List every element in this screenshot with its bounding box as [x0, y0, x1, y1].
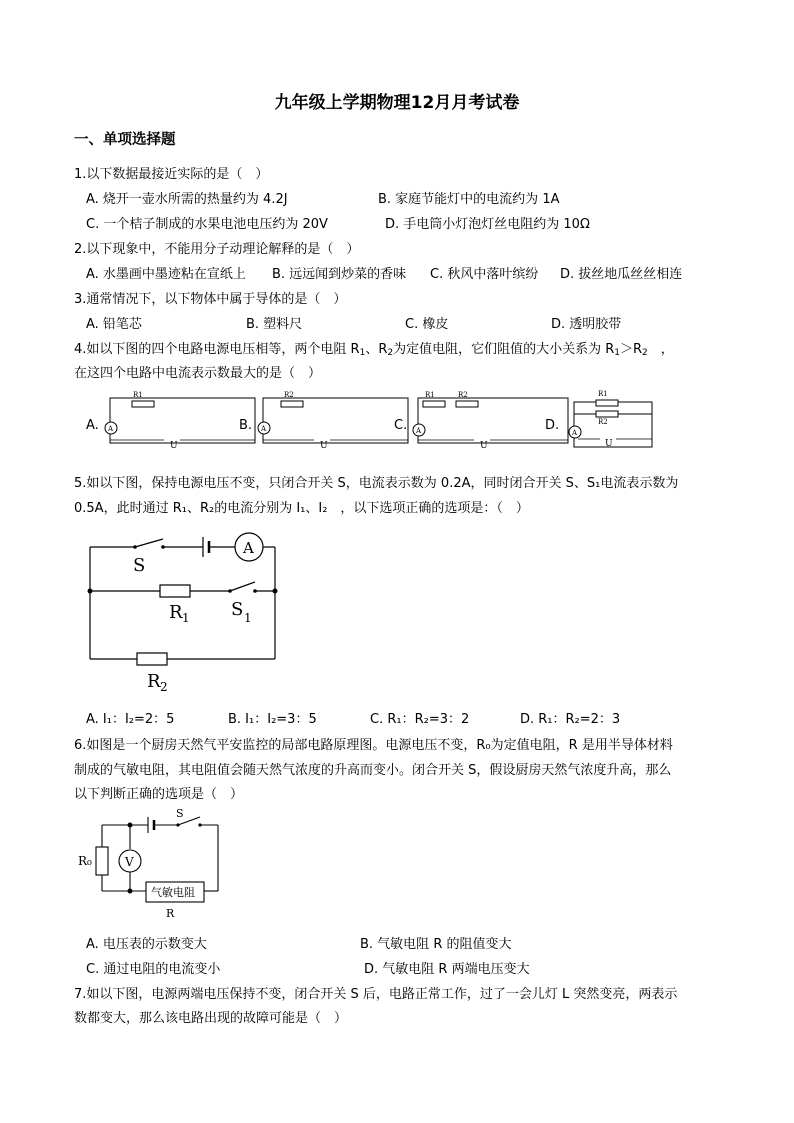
- q3-option-d: D. 透明胶带: [551, 317, 622, 332]
- q6-option-c: C. 通过电阻的电流变小: [86, 962, 221, 977]
- q5-option-b: B. I₁：I₂=3：5: [228, 712, 317, 727]
- q4c-resistor-r2: [456, 401, 478, 407]
- q5-r2-label: R: [147, 671, 161, 692]
- q6-switch-s-label: S: [176, 807, 184, 820]
- q4a-r1-label: R1: [133, 391, 143, 399]
- q4a-ammeter-label: A: [108, 425, 114, 433]
- question-7-stem-line2: 数都变大，那么该电路出现的故障可能是（ ）: [74, 1011, 348, 1026]
- q5-switch-s1-subscript: 1: [244, 611, 252, 625]
- q6-resistor-r0: [96, 847, 108, 875]
- q3-option-a: A. 铅笔芯: [86, 317, 142, 332]
- q4d-r1-label: R1: [598, 390, 608, 398]
- question-5-stem-line1: 5.如以下图，保持电源电压不变，只闭合开关 S，电流表示数为 0.2A，同时闭合开关 S、S₁电流表示数为: [74, 476, 679, 491]
- q5-resistor-r1: [160, 585, 190, 597]
- q4-option-d-label: D.: [545, 418, 560, 433]
- q5-option-a: A. I₁：I₂=2：5: [86, 712, 175, 727]
- q4a-resistor-r1: [132, 401, 154, 407]
- q4-option-c-label: C.: [394, 418, 408, 433]
- q1-option-d: D. 手电筒小灯泡灯丝电阻约为 10Ω: [385, 217, 590, 232]
- question-6-stem-line3: 以下判断正确的选项是（ ）: [74, 787, 244, 802]
- q1-option-a: A. 烧开一壶水所需的热量约为 4.2J: [86, 192, 288, 207]
- q4c-u-label: U: [480, 441, 488, 451]
- q5-ammeter-label: A: [243, 539, 254, 557]
- q4d-resistor-r1: [596, 400, 618, 406]
- q4c-ammeter-label: A: [416, 427, 422, 435]
- q5-r1-subscript: 1: [182, 611, 190, 625]
- question-3-stem: 3.通常情况下，以下物体中属于导体的是（ ）: [74, 292, 347, 307]
- question-4-stem-line2: 在这四个电路中电流表示数最大的是（ ）: [74, 366, 322, 381]
- q4d-u-label: U: [605, 439, 613, 449]
- q4-circuit-diagrams: [80, 388, 680, 458]
- q6-circuit-diagram: [78, 805, 238, 925]
- q4d-ammeter-label: A: [572, 429, 578, 437]
- question-2-stem: 2.以下现象中，不能用分子动理论解释的是（ ）: [74, 242, 360, 257]
- q3-option-c: C. 橡皮: [405, 317, 449, 332]
- question-4-stem-line1: 4.如以下图的四个电路电源电压相等，两个电阻 $R_1$、$R_2$为定值电阻，它们阻值的大小关系为 $R_1>R_2$ ，: [74, 342, 674, 358]
- q1-option-c: C. 一个桔子制成的水果电池电压约为 20V: [86, 217, 328, 232]
- q6-option-a: A. 电压表的示数变大: [86, 937, 207, 952]
- q4b-resistor-r2: [281, 401, 303, 407]
- q5-switch-s-label: S: [133, 555, 146, 576]
- question-5-stem-line2: 0.5A，此时通过 R₁、R₂的电流分别为 I₁、I₂ ，以下选项正确的选项是：（ ）: [74, 501, 529, 516]
- q2-option-a: A. 水墨画中墨迹粘在宣纸上: [86, 267, 246, 282]
- question-1-stem: 1.以下数据最接近实际的是（ ）: [74, 167, 269, 182]
- q4b-r2-label: R2: [284, 391, 294, 399]
- q6-r0-label: R₀: [78, 854, 92, 868]
- q2-option-c: C. 秋风中落叶缤纷: [430, 267, 539, 282]
- q5-resistor-r2: [137, 653, 167, 665]
- q6-r-label: R: [166, 907, 175, 920]
- q4a-u-label: U: [170, 441, 178, 451]
- q4b-ammeter-label: A: [261, 425, 267, 433]
- q5-r2-subscript: 2: [160, 680, 168, 694]
- q4d-resistor-r2: [596, 411, 618, 417]
- q4-option-b-label: B.: [239, 418, 253, 433]
- q5-switch-s: [135, 539, 163, 547]
- q5-switch-s1: [230, 582, 255, 591]
- q2-option-d: D. 拔丝地瓜丝丝相连: [560, 267, 683, 282]
- q5-option-d: D. R₁：R₂=2：3: [520, 712, 621, 727]
- q3-option-b: B. 塑料尺: [246, 317, 303, 332]
- q5-switch-s1-label: S: [231, 599, 244, 620]
- q1-option-b: B. 家庭节能灯中的电流约为 1A: [378, 192, 560, 207]
- q4-option-a-label: A.: [86, 418, 99, 433]
- q4c-resistor-r1: [423, 401, 445, 407]
- question-6-stem-line1: 6.如图是一个厨房天然气平安监控的局部电路原理图。电源电压不变，R₀为定值电阻，R 是用半导体材料: [74, 738, 673, 753]
- page-title: 九年级上学期物理12月月考试卷: [274, 93, 520, 113]
- q6-option-b: B. 气敏电阻 R 的阻值变大: [360, 937, 512, 952]
- q4c-r2-label: R2: [458, 391, 468, 399]
- q4c-r1-label: R1: [425, 391, 435, 399]
- q5-circuit-diagram: [85, 525, 285, 700]
- q4d-r2-label: R2: [598, 418, 608, 426]
- q4b-u-label: U: [320, 441, 328, 451]
- q2-option-b: B. 远远闻到炒菜的香味: [272, 267, 407, 282]
- question-6-stem-line2: 制成的气敏电阻，其电阻值会随天然气浓度的升高而变小。闭合开关 S，假设厨房天然气浓度升高，那么: [74, 763, 672, 778]
- section-heading: 一、单项选择题: [74, 132, 176, 148]
- q6-voltmeter-label: V: [125, 855, 134, 869]
- q6-option-d: D. 气敏电阻 R 两端电压变大: [364, 962, 530, 977]
- question-7-stem-line1: 7.如以下图，电源两端电压保持不变，闭合开关 S 后，电路正常工作，过了一会儿灯 L 突然变亮，两表示: [74, 987, 678, 1002]
- q5-r1-label: R: [169, 602, 183, 623]
- q4d-circuit-wire: [574, 402, 652, 447]
- q6-gas-sensor-label: 气敏电阻: [151, 886, 195, 899]
- q5-option-c: C. R₁：R₂=3：2: [370, 712, 470, 727]
